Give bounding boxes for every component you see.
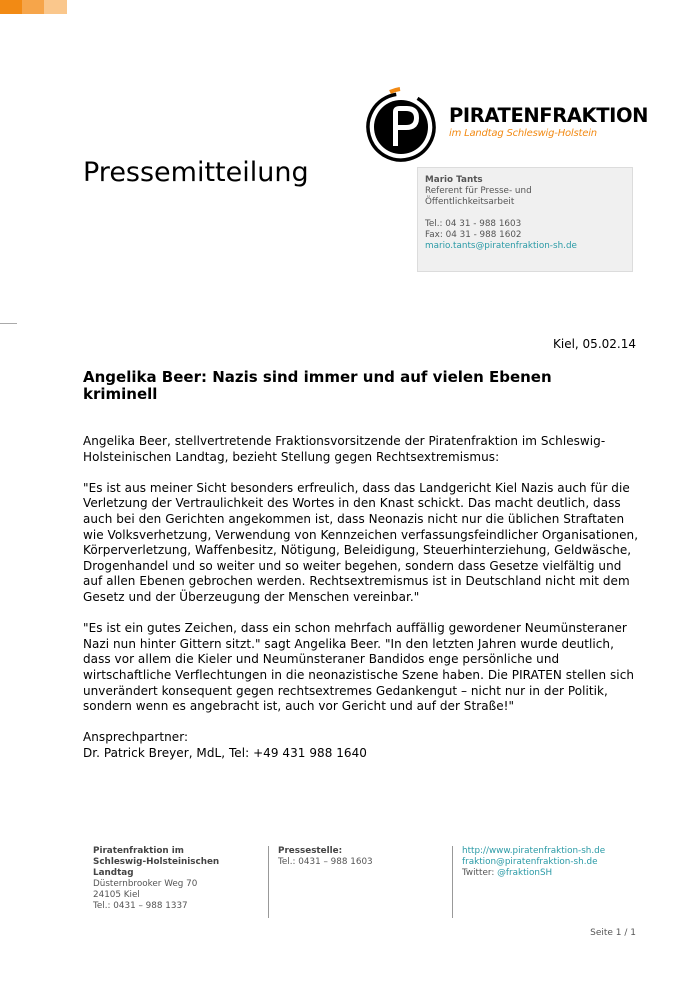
corner-stripe-1 <box>0 0 22 14</box>
headline: Angelika Beer: Nazis sind immer und auf vielen Ebenen kriminell <box>83 368 552 403</box>
footer-org-line1: Piratenfraktion im <box>93 846 184 856</box>
footer-email-link[interactable]: fraktion@piratenfraktion-sh.de <box>462 857 598 867</box>
pirate-party-logo-icon <box>360 82 442 168</box>
footer-press-office <box>278 846 438 868</box>
intro-paragraph: Angelika Beer, stellvertretende Fraktionsvorsitzende der Piratenfraktion im Schleswig-Holsteinischen Landtag, bezieht Stellung gegen Rechtsextremismus: <box>83 434 606 464</box>
logo-subtitle: im Landtag Schleswig-Holstein <box>449 128 597 139</box>
release-date: Kiel, 05.02.14 <box>553 337 636 351</box>
footer-website-link[interactable]: http://www.piratenfraktion-sh.de <box>462 846 606 856</box>
corner-stripe-3 <box>44 0 67 14</box>
footer-twitter-link[interactable]: @fraktionSH <box>497 868 553 878</box>
fold-mark <box>0 323 17 324</box>
contact-fax: Fax: 04 31 - 988 1602 <box>425 230 522 240</box>
contact-tel: Tel.: 04 31 - 988 1603 <box>425 219 522 229</box>
footer-twitter-label: Twitter: <box>462 868 498 878</box>
footer-tel: Tel.: 0431 – 988 1337 <box>93 901 188 911</box>
contact-person: Dr. Patrick Breyer, MdL, Tel: +49 431 988 1640 <box>83 745 367 760</box>
footer-address <box>93 846 253 912</box>
logo-title: PIRATENFRAKTION <box>449 104 649 127</box>
press-contact-box <box>417 167 633 272</box>
contact-role-line1: Referent für Presse- und <box>425 186 532 196</box>
footer-twitter <box>462 868 642 879</box>
contact-person-label: Ansprechpartner: <box>83 730 189 745</box>
contact-email-link[interactable]: mario.tants@piratenfraktion-sh.de <box>425 241 577 251</box>
quote-paragraph-2: "Es ist ein gutes Zeichen, dass ein schon mehrfach auffällig gewordener Neumünsteraner Nazi nun hinter Gittern sitzt." sagt Angelika Beer. "In den letzten Jahren wurde deutlich, dass vor allem die Kieler und Neumünsteraner Bandidos enge persönliche und wirtschaftliche Verflechtungen in die neonazistische Szene haben. Die PIRATEN stellen sich unverändert konsequent gegen rechtsextremes Gedankengut – nicht nur in der Politik, sondern wenn es angebracht ist, auch vor Gericht und auf der Straße!" <box>83 621 634 714</box>
footer-web <box>462 846 642 879</box>
contact-role-line2: Öffentlichkeitsarbeit <box>425 197 515 207</box>
footer-divider-1 <box>268 846 269 918</box>
footer-org-line3: Landtag <box>93 868 134 878</box>
press-release-body <box>83 434 643 761</box>
corner-stripe-2 <box>22 0 44 14</box>
document-type-title: Pressemitteilung <box>83 157 309 188</box>
footer-street: Düsternbrooker Weg 70 <box>93 879 198 889</box>
footer-press-label: Pressestelle: <box>278 846 343 856</box>
page-number: Seite 1 / 1 <box>590 928 636 938</box>
footer-city: 24105 Kiel <box>93 890 140 900</box>
quote-paragraph-1: "Es ist aus meiner Sicht besonders erfreulich, dass das Landgericht Kiel Nazis auch für die Verletzung der Vertraulichkeit des Wortes in den Knast schickt. Das macht deutlich, dass auch bei den Gerichten angekommen ist, dass Neonazis nicht nur die üblichen Straftaten wie Volksverhetzung, Verwendung von Kennzeichen verfassungsfeindlicher Organisationen, Körperverletzung, Waffenbesitz, Nötigung, Beleidigung, Steuerhinterziehung, Geldwäsche, Drogenhandel und so weiter und so weiter begehen, sondern dass Gesetze vielfältig und auf allen Ebenen gebrochen werden. Rechtsextremismus ist in Deutschland nicht mit dem Gesetz und der Überzeugung der Menschen vereinbar." <box>83 480 639 604</box>
footer-org-line2: Schleswig-Holsteinischen <box>93 857 220 867</box>
footer-press-tel: Tel.: 0431 – 988 1603 <box>278 857 373 867</box>
footer-divider-2 <box>452 846 453 918</box>
contact-name: Mario Tants <box>425 175 483 185</box>
